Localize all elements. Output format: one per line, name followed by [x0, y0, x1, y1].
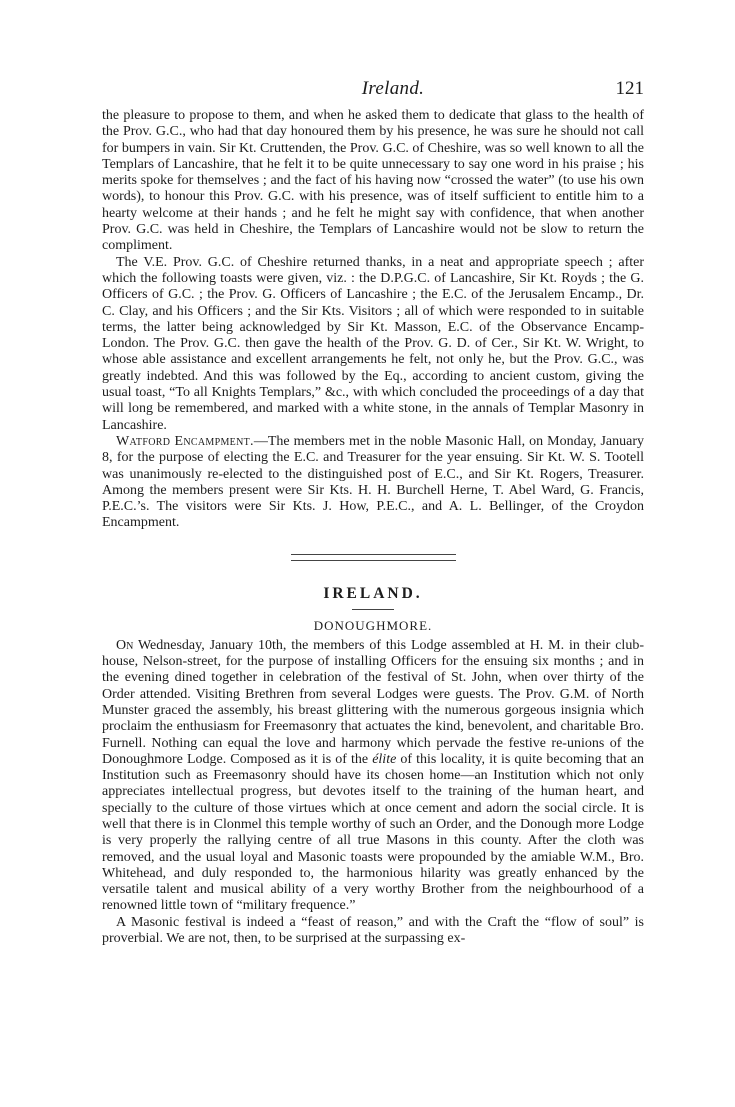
- running-head-title: Ireland.: [361, 78, 425, 99]
- journal-page: [102, 78, 644, 947]
- lancashire-paragraph-2: The V.E. Prov. G.C. of Cheshire returned thanks, in a neat and appropriate speech ; after which the following toasts were given, viz. : the D.P.G.C. of Lancashire, Sir Kt. Royds ; the G. Officers of G.C. ; the Prov. G. Officers of Lancashire ; the E.C. of the Jerusalem Encamp., Dr. C. Clay, and his Officers ; and the Sir Kts. Visitors ; all of which were responded to in suitable terms, the latter being acknowledged by Sir Kt. Masson, E.C. of the Observance Encamp-London. The Prov. G.C. then gave the health of the Prov. G. D. of Cer., Sir Kt. W. Wright, to whose able assistance and excellent arrangements he felt, not only he, but the Prov. G.C., was greatly indebted. And this was followed by the Eq., according to ancient custom, giving the usual toast, “To all Knights Templars,” &c., with which concluded the proceedings of a day that will long be remembered, and marked with a white stone, in the annals of Templar Masonry in Lancashire.: [102, 254, 644, 433]
- donoughmore-paragraph-2: A Masonic festival is indeed a “feast of reason,” and with the Craft the “flow of soul” is proverbial. We are not, then, to be surprised at the surpassing ex-: [102, 914, 644, 947]
- lancashire-paragraph-1: the pleasure to propose to them, and when he asked them to dedicate that glass to the health of the Prov. G.C., who had that day honoured them by his presence, he was sure he should not call for bumpers in vain. Sir Kt. Cruttenden, the Prov. G.C. of Cheshire, was so well known to all the Templars of Lancashire, that he felt it to be quite unnecessary to say one word in his praise ; his merits spoke for themselves ; and the fact of his having now “crossed the water” (to use his own words), to honour this Prov. G.C. with his presence, was of itself sufficient to entitle him to a hearty welcome at their hands ; and he felt he might say with confidence, that when another Prov. G.C. was held in Cheshire, the Templars of Lancashire would not be slow to return the compliment.: [102, 108, 644, 254]
- section-divider: [291, 554, 456, 561]
- donoughmore-paragraph-1: [102, 638, 644, 915]
- section-title-ireland: IRELAND.: [323, 584, 423, 602]
- watford-paragraph: [102, 434, 644, 532]
- donoughmore-text-a: Wednesday, January 10th, the members of this Lodge assembled at H. M. in their club-house, Nelson-street, for the purpose of installing Officers for the ensuing six months ; and in the evening dined together in celebration of the festival of St. John, when over thirty of the Order attended. Visiting Brethren from several Lodges were guests. The Prov. G.M. of North Munster graced the assembly, his breast glittering with the numerous gorgeous insignia which proclaim the enthusiasm for Freemasonry that actuates the kind, benevolent, and charitable Bro. Furnell. Nothing can equal the love and harmony which pervade the festive re-unions of the Donoughmore Lodge. Composed as it is of the: [102, 637, 644, 767]
- watford-text: —The members met in the noble Masonic Hall, on Monday, January 8, for the purpose of electing the E.C. and Treasurer for the year ensuing. Sir Kt. W. S. Tootell was unanimously re-elected to the distinguished post of E.C., and Sir Kt. Rogers, Treasurer. Among the members present were Sir Kts. H. H. Burchell Herne, T. Abel Ward, G. Francis, P.E.C.’s. The visitors were Sir Kts. J. How, P.E.C., and A. L. Bellinger, of the Croydon Encampment.: [102, 433, 645, 531]
- running-head: [102, 78, 644, 108]
- elite-word: élite: [372, 751, 397, 767]
- page-number: 121: [615, 78, 644, 99]
- watford-heading: Watford Encampment.: [116, 433, 254, 449]
- subsection-title-donoughmore: DONOUGHMORE.: [313, 617, 433, 633]
- opening-word: On: [116, 637, 134, 653]
- title-underline: [352, 609, 394, 610]
- donoughmore-text-b: of this locality, it is quite becoming that an Institution such as Freemasonry should have its chosen home—an Institution which not only appreciates intellectual progress, but devotes itself to the training of the human heart, and specially to the culture of those virtues which at once cement and adorn the social circle. It is well that there is in Clonmel this temple worthy of such an Order, and the Donough more Lodge is very properly the rallying centre of all true Masons in this county. After the cloth was removed, and the usual loyal and Masonic toasts were propounded by the amiable W.M., Bro. Whitehead, and duly responded to, the harmonious hilarity was greatly enhanced by the versatile talent and musical ability of a very worthy Brother from the neighbourhood of a renowned little town of “military frequence.”: [102, 751, 644, 914]
